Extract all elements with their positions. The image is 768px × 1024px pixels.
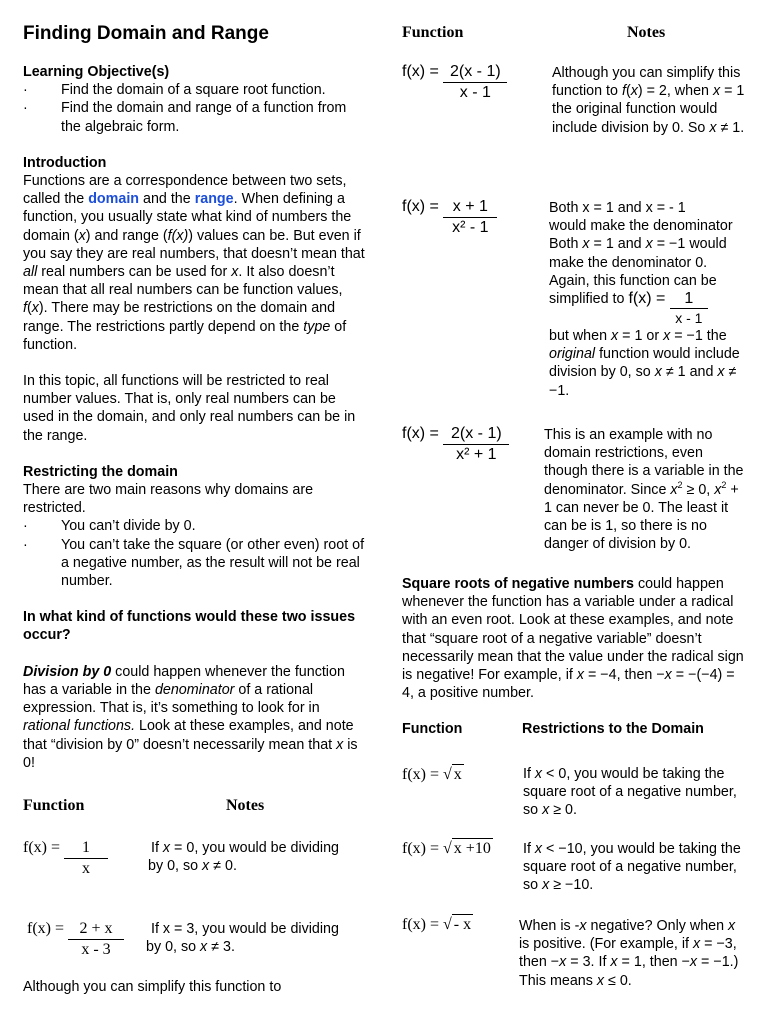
footer-text: Although you can simplify this function to [23, 979, 282, 995]
square-roots-paragraph: Square roots of negative numbers could happen whenever the function has a variable under a radical with an even root. Look at these examples, and note that “square root of a negative variable” doesn’t necessarily mean that the value under the radical sign is negative! For example, if x = −4, then −x = −(−4) = 4, a positive number. [402, 576, 744, 702]
function-sqrt-x-plus-10: f(x) = √ x +10 [402, 840, 491, 857]
division-paragraph: Division by 0 could happen whenever the function has a variable in the denominator of a rational expression. That is, it’s something to look for in rational functions. Look at these examples, and note that “division by 0” doesn’t necessarily mean that x is 0! [23, 663, 358, 771]
range-keyword: range [194, 191, 234, 208]
list-item: · Find the domain of a square root function. [23, 82, 326, 99]
left-table-function-header: Function [23, 797, 85, 814]
page-title: Finding Domain and Range [23, 23, 269, 44]
restriction-sqrt-neg-x: When is -x negative? Only when x is positive. (For example, if x = −3, then −x = 3. If x = 1, then −x = −1.) This means x ≤ 0. [519, 918, 739, 989]
introduction-paragraph: Functions are a correspondence between two sets, called the domain and the range. When defining a function, you usually state what kind of numbers the domain (x) and range (f(x)) values can be. But even if you say they are real numbers, that doesn’t mean that all real numbers can be used for x. It also doesn’t mean that all real numbers can be function values, f(x). There may be restrictions on the domain and range. The restrictions partly depend on the type of function. [23, 173, 365, 353]
function-2plusx-over-x-minus-3: $f(x) = \frac{2 + x}{x - 3}$ [27, 919, 124, 960]
restricting-domain-heading: Restricting the domain [23, 463, 178, 480]
function-2x-minus-1-over-x-minus-1: $f(x) = \frac{2(x - 1)}{x - 1}$ [402, 62, 507, 103]
restriction-reasons-list [23, 517, 368, 590]
restriction-sqrt-x-plus-10: If x < −10, you would be taking the square root of a negative number, so x ≥ −10. [523, 841, 741, 894]
note-1-over-x: If x = 0, you would be dividing by 0, so x ≠ 0. [148, 840, 339, 875]
list-item: · Find the domain and range of a function from the algebraic form. [23, 100, 347, 135]
right-table-notes-header: Notes [627, 24, 666, 41]
table2-restrictions-header: Restrictions to the Domain [522, 721, 704, 737]
note-row1: Although you can simplify this function to f(x) = 2, when x = 1 the original function would include division by 0. So x ≠ 1. [552, 65, 745, 136]
list-item: · You can’t take the square (or other even) root of a negative number, as the result will not be real number. [23, 536, 365, 590]
note-2plusx: If x = 3, you would be dividing by 0, so x ≠ 3. [146, 921, 339, 956]
function-2x-minus-1-over-x2-plus-1: $f(x) = \frac{2(x - 1)}{\text{x² + 1}}$ [402, 424, 509, 465]
left-column [23, 22, 368, 772]
domain-keyword: domain [88, 191, 140, 208]
radical-sign: √ [443, 840, 452, 857]
note-row3: This is an example with no domain restrictions, even though there is a variable in the denominator. Since $x^2 \ge 0$, $x^2 + 1$ can never be 0. The least it can be is 1, so there is no danger of division by 0. [544, 427, 744, 553]
restricting-text: There are two main reasons why domains are restricted. [23, 482, 314, 517]
restriction-sqrt-x: If x < 0, you would be taking the square root of a negative number, so x ≥ 0. [523, 766, 737, 819]
function-sqrt-x: f(x) = √ x [402, 766, 462, 783]
introduction-heading: Introduction [23, 154, 107, 171]
simplified-function: $f(x) = \frac{1}{x - 1}$ [628, 290, 707, 327]
right-table-function-header: Function [402, 24, 464, 41]
function-sqrt-neg-x: f(x) = √ - x [402, 916, 472, 933]
list-item: · You can’t divide by 0. [23, 518, 196, 535]
radical-sign: √ [443, 916, 452, 933]
function-x-plus-1-over-x2-minus-1: $f(x) = \frac{x + 1}{\text{x² - 1}}$ [402, 197, 497, 238]
table2-function-header: Function [402, 721, 463, 737]
radical-sign: √ [443, 766, 452, 783]
learning-objectives-heading: Learning Objective(s) [23, 64, 170, 80]
learning-objectives-list [23, 81, 368, 136]
left-table-notes-header: Notes [226, 797, 265, 814]
real-values-paragraph: In this topic, all functions will be restricted to real number values. That is, only real numbers can be used in the domain, and only real numbers can be in the range. [23, 373, 356, 444]
question-heading: In what kind of functions would these two issues occur? [23, 609, 356, 644]
note-row2: Both x = 1 and x = - 1 would make the denominator Both x = 1 and x = −1 would make the denominator 0. Again, this function can be simplified to $f(x) = \frac{1}{x - 1}$ but when x = 1 or x = −1 the original function would include division by 0, so x ≠ 1 and x ≠ −1. [549, 200, 740, 399]
function-1-over-x: $f(x) = \frac{1}{x}$ [23, 838, 108, 879]
